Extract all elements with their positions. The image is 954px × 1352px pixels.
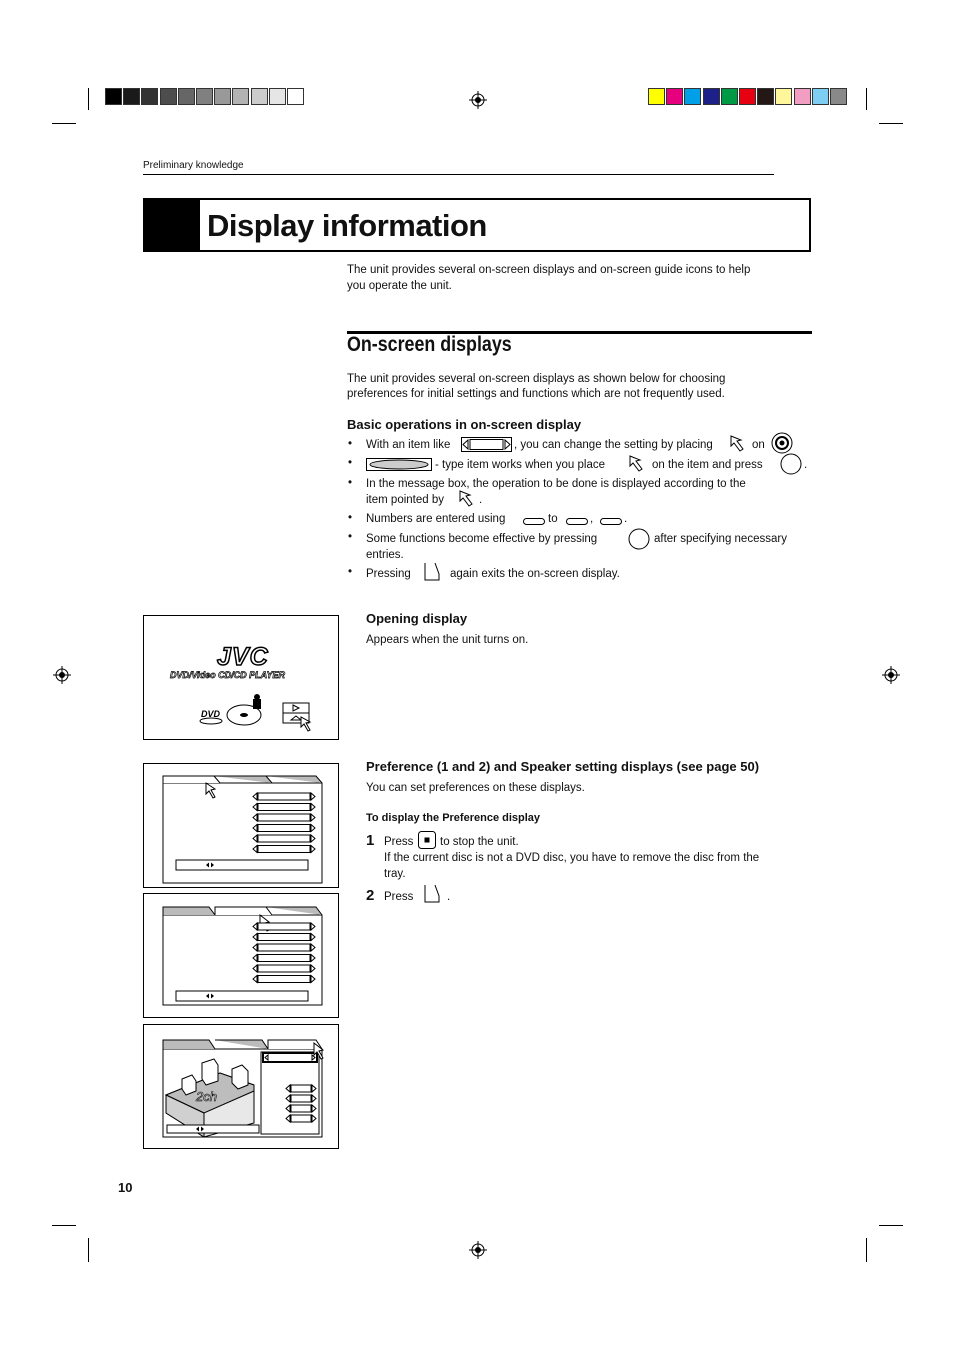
svg-text:DVD: DVD [201,709,221,719]
color-swatch [141,88,158,105]
speaker-mockup [144,1025,340,1150]
menu-button-icon [423,562,441,582]
bullet-dot: • [348,566,353,578]
bullet2-period: . [804,459,808,471]
color-swatch [269,88,286,105]
pointer-icon [729,434,749,454]
bullet-dot: • [348,512,353,524]
step1-text-a: Press [384,836,414,848]
color-swatch [648,88,665,105]
setting-row [258,934,310,941]
setting-row [258,976,310,983]
page-number: 10 [118,1180,133,1195]
bullet6-text-b: again exits the on-screen display. [450,568,620,580]
step1-number: 1 [366,832,375,849]
setting-row [258,804,310,811]
title-box [143,198,811,252]
color-swatch [214,88,231,105]
bullet2-text-a: - type item works when you place [435,459,606,471]
title-black-block [145,200,200,250]
setting-row [291,1095,311,1102]
bullet-dot: • [348,477,353,489]
color-swatch [666,88,683,105]
basic-heading: Basic operations in on-screen display [347,417,582,432]
bullet5-line-2: entries. [366,549,404,561]
bullet3-period: . [479,494,483,506]
speaker-setting-screen [143,1024,339,1149]
bullet-dot: • [348,457,353,469]
preference-text: You can set preferences on these displays. [366,782,585,794]
color-swatch [160,88,177,105]
bullet4-text-a: Numbers are entered using [366,513,506,525]
stop-button-icon [418,831,437,850]
bullet4-comma: , [590,513,594,525]
setting-row [258,814,310,821]
bullet4-text-b: to [548,513,558,525]
pointer-icon [458,489,478,509]
step2-number: 2 [366,887,375,904]
opening-display-screen [143,615,339,740]
setting-row [258,955,310,962]
color-swatch [703,88,720,105]
color-swatch [178,88,195,105]
section-rule [143,174,774,175]
color-swatch [105,88,122,105]
number-key-icon [523,518,545,526]
registration-mark-right [882,666,900,684]
setting-row [258,793,310,800]
jvc-logo: JVC [217,643,269,671]
intro-line-1: The unit provides several on-screen displays and on-screen guide icons to help [347,264,751,276]
preference-heading: Preference (1 and 2) and Speaker setting displays (see page 50) [366,759,760,774]
bullet6-text-a: Pressing [366,568,411,580]
opening-heading: Opening display [366,611,468,626]
step2-period: . [447,891,451,903]
opening-text: Appears when the unit turns on. [366,634,529,646]
disc-icons [199,693,319,735]
selector-item-icon [461,437,512,452]
menu-button-icon [423,884,441,904]
opening-tagline: DVD/Video CD/CD PLAYER [170,670,286,680]
bullet3-line-1: In the message box, the operation to be done is displayed according to the [366,478,746,490]
preference2-screen [143,893,339,1018]
color-swatch [812,88,829,105]
setting-row [291,1085,311,1092]
enter-button-icon [779,453,803,475]
color-swatch [123,88,140,105]
setting-row [258,846,310,853]
registration-mark-left [53,666,71,684]
preference2-mockup [144,894,340,1019]
color-swatch [196,88,213,105]
setting-row [258,835,310,842]
registration-mark-bottom [469,1241,487,1259]
color-swatch [251,88,268,105]
preference-subheading: To display the Preference display [366,812,541,824]
setting-row [291,1115,311,1122]
page-title: Display information [207,208,487,243]
setting-row [258,825,310,832]
bullet-dot: • [348,438,353,450]
step1-line-3: tray. [384,868,406,880]
pointer-icon [628,454,648,474]
bullet5-line-1b: after specifying necessary [654,533,787,545]
preference1-screen [143,763,339,888]
button-item-icon [366,458,432,471]
multi-jog-icon [770,432,794,454]
intro-line-2: you operate the unit. [347,280,452,292]
setting-row [291,1105,311,1112]
bullet4-period: . [624,513,628,525]
bullet3-line-2: item pointed by [366,494,444,506]
color-swatch [739,88,756,105]
registration-mark-top [469,91,487,109]
number-key-icon [566,518,588,526]
onscreen-para-2: preferences for initial settings and functions which are not frequently used. [347,388,725,400]
bullet-dot: • [348,531,353,543]
color-swatch [757,88,774,105]
step1-line-2: If the current disc is not a DVD disc, you have to remove the disc from the [384,852,760,864]
bullet1-text-a: With an item like [366,439,451,451]
step2-text: Press [384,891,414,903]
step1-text-b: to stop the unit. [440,836,519,848]
color-swatch [287,88,304,105]
setting-row [258,944,310,951]
color-swatch [684,88,701,105]
section-label: Preliminary knowledge [143,160,244,171]
preference1-mockup [144,764,340,889]
bullet5-line-1: Some functions become effective by pressing [366,533,598,545]
speaker-2ch-label: 2ch [196,1089,217,1104]
bullet1-text-b: , you can change the setting by placing [514,439,713,451]
color-swatch [794,88,811,105]
bullet2-text-b: on the item and press [652,459,763,471]
color-swatch [775,88,792,105]
color-swatch [830,88,847,105]
setting-row [258,965,310,972]
number-key-icon [600,518,622,526]
enter-button-icon [627,528,651,550]
onscreen-heading: On-screen displays [347,333,512,356]
setting-row [258,923,310,930]
onscreen-para-1: The unit provides several on-screen displays as shown below for choosing [347,373,726,385]
color-swatch [232,88,249,105]
bullet1-text-c: on [752,439,765,451]
color-swatch [721,88,738,105]
